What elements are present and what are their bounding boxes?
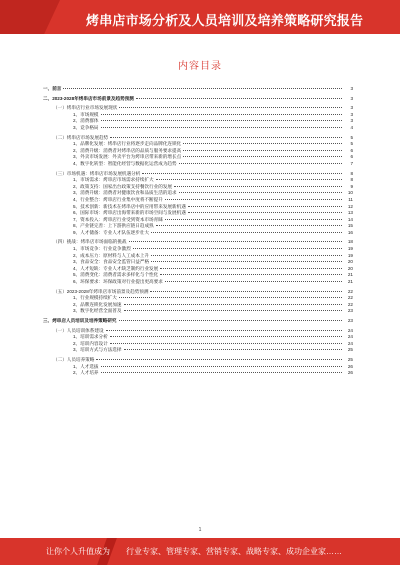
toc-leader-dots [151,255,342,256]
toc-entry[interactable] [43,364,353,371]
toc-entry[interactable] [43,118,353,125]
toc-leader-dots [119,320,342,321]
toc-leader-dots [129,241,342,242]
toc-entry-label: 1、人才选拔 [73,363,99,369]
toc-entry[interactable] [43,148,353,155]
toc-entry-page: 22 [347,301,353,307]
toc-entry[interactable] [43,259,353,266]
toc-entry-page: 6 [350,147,353,153]
toc-entry-label: 二、2023-2028年烤串店市场前景及趋势预测 [43,95,134,101]
toc-entry-page: 9 [350,183,353,189]
toc-leader-dots [188,206,342,207]
toc-leader-dots [124,304,343,305]
toc-leader-dots [133,248,342,249]
toc-entry-page: 25 [347,356,353,362]
toc-leader-dots [183,143,342,144]
toc-entry-page: 24 [347,334,353,340]
footer-slogan-right: 行业专家、管理专家、营销专家、战略专家、成功企业家…… [126,547,342,556]
toc-entry-label: 2、消费升级：消费者对烤串店的品质与服务要求提高 [73,147,182,153]
toc-entry-label: 3、培训方式与方法选择 [73,347,122,353]
toc-leader-dots [160,274,342,275]
toc-leader-dots [96,359,342,360]
toc-leader-dots [156,225,342,226]
toc-entry-label: 9、人才储备：专业人才队伍逐步壮大 [73,229,150,235]
page-number: 1 [198,527,202,533]
toc-entry[interactable] [43,289,353,296]
toc-entry-label: 4、人才短缺：专业人才缺乏制约行业发展 [73,265,159,271]
toc-entry[interactable] [43,161,353,168]
toc-entry-page: 12 [347,203,353,209]
header-decor [0,0,60,34]
toc-entry[interactable] [43,302,353,309]
toc-entry-page: 22 [347,288,353,294]
toc-leader-dots [101,120,342,121]
toc-leader-dots [101,127,342,128]
toc-entry-page: 11 [348,196,353,202]
toc-entry-label: 3、食品安全：食品安全监管日益严格 [73,259,150,265]
toc-entry[interactable] [43,347,353,354]
toc-entry-page: 4 [350,124,353,130]
footer-banner [0,538,400,565]
toc-entry[interactable] [43,190,353,197]
toc-entry-page: 3 [350,105,353,111]
toc-entry-label: 2、培训内容设计 [73,340,108,346]
toc-entry-page: 6 [350,154,353,160]
toc-entry-page: 5 [350,141,353,147]
toc-entry-page: 22 [347,295,353,301]
toc-entry-page: 3 [350,111,353,117]
toc-entry[interactable] [43,370,353,377]
toc-entry[interactable] [43,184,353,191]
toc-leader-dots [174,186,342,187]
toc-leader-dots [165,219,342,220]
toc-entry-page: 5 [350,134,353,140]
toc-entry-page: 3 [350,118,353,124]
toc-entry-label: 7、资本投入：烤串店行业受到资本市场青睐 [73,216,163,222]
toc-leader-dots [179,192,342,193]
toc-leader-dots [106,330,342,331]
toc-heading: 内容目录 [178,61,222,72]
toc-entry[interactable] [43,357,353,364]
toc-leader-dots [160,268,342,269]
toc-leader-dots [119,107,342,108]
toc-entry[interactable] [43,223,353,230]
toc-entry-page: 19 [347,246,353,252]
toc-leader-dots [136,98,342,99]
toc-entry-page: 18 [347,239,353,245]
toc-entry-page: 8 [350,170,353,176]
toc-leader-dots [165,199,342,200]
toc-entry-page: 23 [347,308,353,314]
toc-entry-page: 26 [347,370,353,376]
toc-entry-label: 8、产业链完善：上下游供应链日趋成熟 [73,223,154,229]
toc-entry-label: 4、数字化转型：智能化经营与数据化运营成为趋势 [73,160,177,166]
toc-leader-dots [124,310,343,311]
toc-entry[interactable] [43,272,353,279]
toc-leader-dots [150,291,342,292]
toc-entry-label: 三、烤串店人员培训及培养策略研究 [43,318,117,323]
toc-entry-label: （一）烤串店行业市场发展现状 [53,105,118,111]
toc-leader-dots [110,343,342,344]
toc-entry-label: 3、消费升级：消费者对健康饮食和品质生活的追求 [73,190,177,196]
toc-entry-label: 5、消费变化：消费者需求多样化与个性化 [73,272,159,278]
toc-entry[interactable] [43,253,353,260]
toc-entry[interactable] [43,210,353,217]
toc-leader-dots [183,150,342,151]
toc-entry-label: 1、市场规模 [73,111,99,117]
toc-leader-dots [101,366,342,367]
toc-leader-dots [142,173,342,174]
toc-entry-page: 15 [347,223,353,229]
toc-leader-dots [151,261,342,262]
toc-entry-page: 21 [347,272,353,278]
toc-entry-page: 19 [347,252,353,258]
toc-entry-label: （二）烤串店市场发展趋势 [53,134,109,140]
toc-leader-dots [101,372,342,373]
toc-entry-label: 2、政策支持：国家出台政策支持餐饮行业的发展 [73,183,173,189]
toc-entry-page: 16 [347,229,353,235]
toc-entry-page: 8 [350,177,353,183]
toc-entry-label: （五）2023-2028年烤串店市场前景及趋势预测 [53,288,149,294]
toc-leader-dots [101,114,342,115]
toc-entry[interactable] [43,318,353,325]
toc-entry[interactable] [43,96,353,103]
toc-entry[interactable] [43,204,353,211]
report-title: 烤串店市场分析及人员培训及培养策略研究报告 [86,13,364,28]
toc-entry[interactable] [43,279,353,286]
toc-entry-label: 3、外卖市场发展：外卖平台为烤串店带来新的增长点 [73,154,182,160]
toc-entry-page: 3 [350,95,353,101]
toc-leader-dots [183,156,342,157]
toc-entry[interactable] [43,334,353,341]
toc-entry[interactable] [43,239,353,246]
toc-entry-label: 6、国际市场：烤串店出海带来新的市场空间与发展机遇 [73,210,186,216]
toc-leader-dots [124,349,343,350]
toc-entry[interactable] [43,177,353,184]
toc-entry-label: （四）挑战：烤串店市场面临的挑战 [53,239,127,245]
toc-entry-label: 2、成本压力：原材料与人工成本上升 [73,252,150,258]
toc-entry[interactable] [43,308,353,315]
header-banner [0,0,400,34]
toc-entry-page: 14 [347,216,353,222]
toc-entry-page: 24 [347,340,353,346]
toc-entry[interactable] [43,105,353,112]
toc-entry-page: 26 [347,363,353,369]
toc-entry-label: 2、消费群体 [73,118,99,124]
toc-entry[interactable] [43,341,353,348]
toc-entry[interactable] [43,141,353,148]
toc-entry-page: 23 [347,318,353,323]
toc-entry-label: 2、品牌连锁化发展加速 [73,301,122,307]
toc-entry[interactable] [43,197,353,204]
toc-entry-page: 20 [347,265,353,271]
toc-entry-page: 25 [347,347,353,353]
toc-entry-label: 3、竞争格局 [73,124,99,130]
toc-entry-label: 5、技术创新：新技术在烤串店中的应用带来发展新机遇 [73,203,186,209]
toc-entry-label: 一、前言 [43,86,62,91]
toc-entry[interactable] [43,217,353,224]
toc-entry-page: 20 [347,259,353,265]
toc-entry-page: 21 [347,279,353,285]
toc-entry[interactable] [43,246,353,253]
toc-entry-label: 1、品牌化发展：烤串店行业将逐步走向品牌化连锁化 [73,141,182,147]
toc-entry[interactable] [43,154,353,161]
toc-entry[interactable] [43,171,353,178]
toc-entry-label: 1、行业规模持续扩大 [73,295,117,301]
toc-entry[interactable] [43,86,353,93]
toc-entry[interactable] [43,135,353,142]
toc-entry[interactable] [43,230,353,237]
toc-entry-page: 10 [347,190,353,196]
toc-leader-dots [188,212,342,213]
toc-entry[interactable] [43,125,353,132]
footer-slogan-left: 让你个人升值成为 [46,547,110,556]
toc-leader-dots [119,297,342,298]
toc-entry-label: 3、数字化经营全面普及 [73,308,122,314]
toc-entry-label: 1、市场需求：烤串店市场需求持续扩大 [73,177,154,183]
toc-leader-dots [179,163,342,164]
toc-entry-label: 6、环保要求：环保政策对行业提出更高要求 [73,279,163,285]
toc-leader-dots [63,88,342,89]
toc-entry-page: 13 [347,210,353,216]
toc-entry-page: 3 [350,86,353,91]
toc-entry-label: （一）人员培训体系建设 [53,327,104,333]
toc-entry-label: （三）市场机遇：烤串店市场发展机遇分析 [53,170,141,176]
toc-entry[interactable] [43,295,353,302]
toc-leader-dots [165,281,342,282]
toc-leader-dots [156,179,342,180]
toc-entry-label: 4、行业整合：烤串店行业集中度将不断提升 [73,196,163,202]
toc-entry[interactable] [43,328,353,335]
toc-entry-label: 1、培训需求分析 [73,334,108,340]
toc-entry-page: 7 [350,160,353,166]
toc-leader-dots [151,232,342,233]
toc-entry[interactable] [43,112,353,119]
toc-entry-label: 1、市场竞争：行业竞争激烈 [73,246,131,252]
toc-entry-label: （二）人员培养策略 [53,356,95,362]
table-of-contents [43,86,353,377]
toc-entry-page: 24 [347,327,353,333]
toc-leader-dots [110,137,342,138]
toc-leader-dots [110,336,342,337]
toc-entry[interactable] [43,266,353,273]
toc-entry-label: 2、人才培养 [73,370,99,376]
